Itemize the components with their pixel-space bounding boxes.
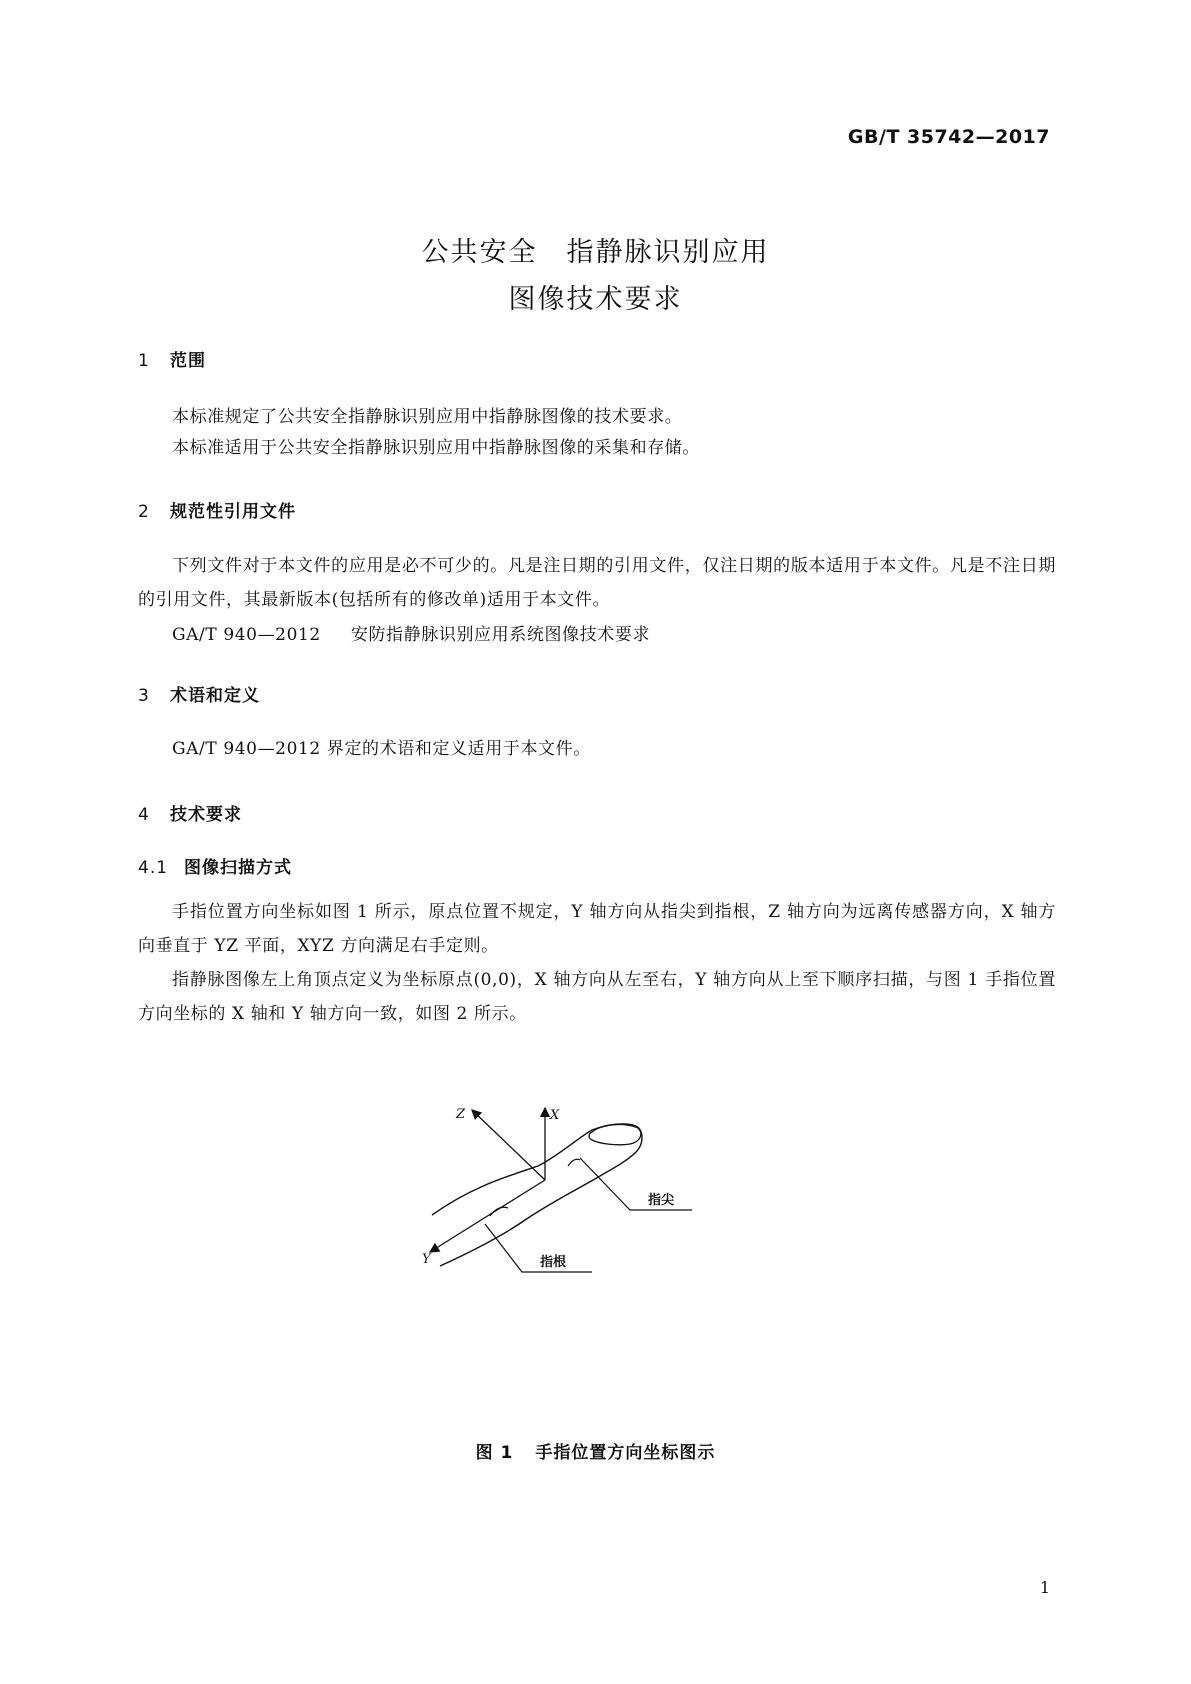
section-2-paragraph-1: 下列文件对于本文件的应用是必不可少的。凡是注日期的引用文件，仅注日期的版本适用于本文件。凡是不注日期的引用文件，其最新版本(包括所有的修改单)适用于本文件。 — [138, 556, 1056, 610]
fingertip-crease — [568, 1159, 580, 1166]
section-1-number: 1 — [138, 351, 150, 371]
section-4-1-heading — [138, 853, 292, 878]
y-axis-label: Y — [422, 1252, 431, 1267]
section-3-number: 3 — [138, 686, 150, 706]
reference-title: 安防指静脉识别应用系统图像技术要求 — [350, 625, 651, 645]
section-4-heading — [138, 800, 242, 825]
finger-root-crease — [490, 1207, 508, 1216]
finger-outline-top — [432, 1124, 642, 1266]
section-1-paragraph-2: 本标准适用于公共安全指静脉识别应用中指静脉图像的采集和存储。 — [172, 438, 700, 458]
figure-1 — [422, 1100, 750, 1304]
section-3-paragraph-1: GA/T 940—2012 界定的术语和定义适用于本文件。 — [172, 739, 591, 759]
z-axis-label: Z — [456, 1107, 466, 1122]
section-2-title: 规范性引用文件 — [170, 502, 296, 522]
reference-code: GA/T 940—2012 — [172, 625, 321, 645]
section-4-1-paragraph-1: 手指位置方向坐标如图 1 所示，原点位置不规定，Y 轴方向从指尖到指根，Z 轴方向为远离传感器方向，X 轴方向垂直于 YZ 平面，XYZ 方向满足右手定则。 — [138, 902, 1056, 956]
page-number: 1 — [1039, 1578, 1050, 1597]
tip-leader-line — [580, 1158, 692, 1210]
section-2-heading — [138, 497, 296, 522]
section-4-1-title: 图像扫描方式 — [184, 858, 292, 878]
root-label: 指根 — [540, 1255, 567, 1270]
section-1-paragraph-1: 本标准规定了公共安全指静脉识别应用中指静脉图像的技术要求。 — [172, 407, 683, 427]
figure-1-caption-number: 图 1 — [475, 1443, 514, 1463]
section-3-heading — [138, 681, 260, 706]
finger-coordinate-diagram — [422, 1100, 750, 1300]
normative-reference — [172, 620, 650, 645]
z-axis-line — [472, 1110, 545, 1180]
document-title-line1: 公共安全 指静脉识别应用 — [421, 237, 770, 268]
fingernail — [589, 1125, 641, 1145]
section-4-title: 技术要求 — [170, 805, 242, 825]
section-2-number: 2 — [138, 502, 150, 522]
section-1-heading — [138, 346, 206, 371]
section-4-1-paragraph-2: 指静脉图像左上角顶点定义为坐标原点(0,0)，X 轴方向从左至右，Y 轴方向从上至下顺序扫描，与图 1 手指位置方向坐标的 X 轴和 Y 轴方向一致，如图 2 所示。 — [138, 970, 1056, 1024]
section-4-number: 4 — [138, 805, 150, 825]
root-leader-line — [485, 1224, 592, 1272]
section-3-title: 术语和定义 — [170, 686, 260, 706]
tip-label: 指尖 — [648, 1193, 675, 1208]
figure-1-caption — [0, 1438, 1191, 1463]
standard-number: GB/T 35742—2017 — [847, 126, 1050, 148]
y-axis-line — [430, 1180, 545, 1252]
figure-1-caption-text: 手指位置方向坐标图示 — [535, 1443, 716, 1463]
section-4-1-number: 4.1 — [138, 858, 169, 878]
section-1-title: 范围 — [170, 351, 206, 371]
document-title-line2: 图像技术要求 — [508, 284, 683, 315]
x-axis-label: X — [550, 1108, 560, 1123]
